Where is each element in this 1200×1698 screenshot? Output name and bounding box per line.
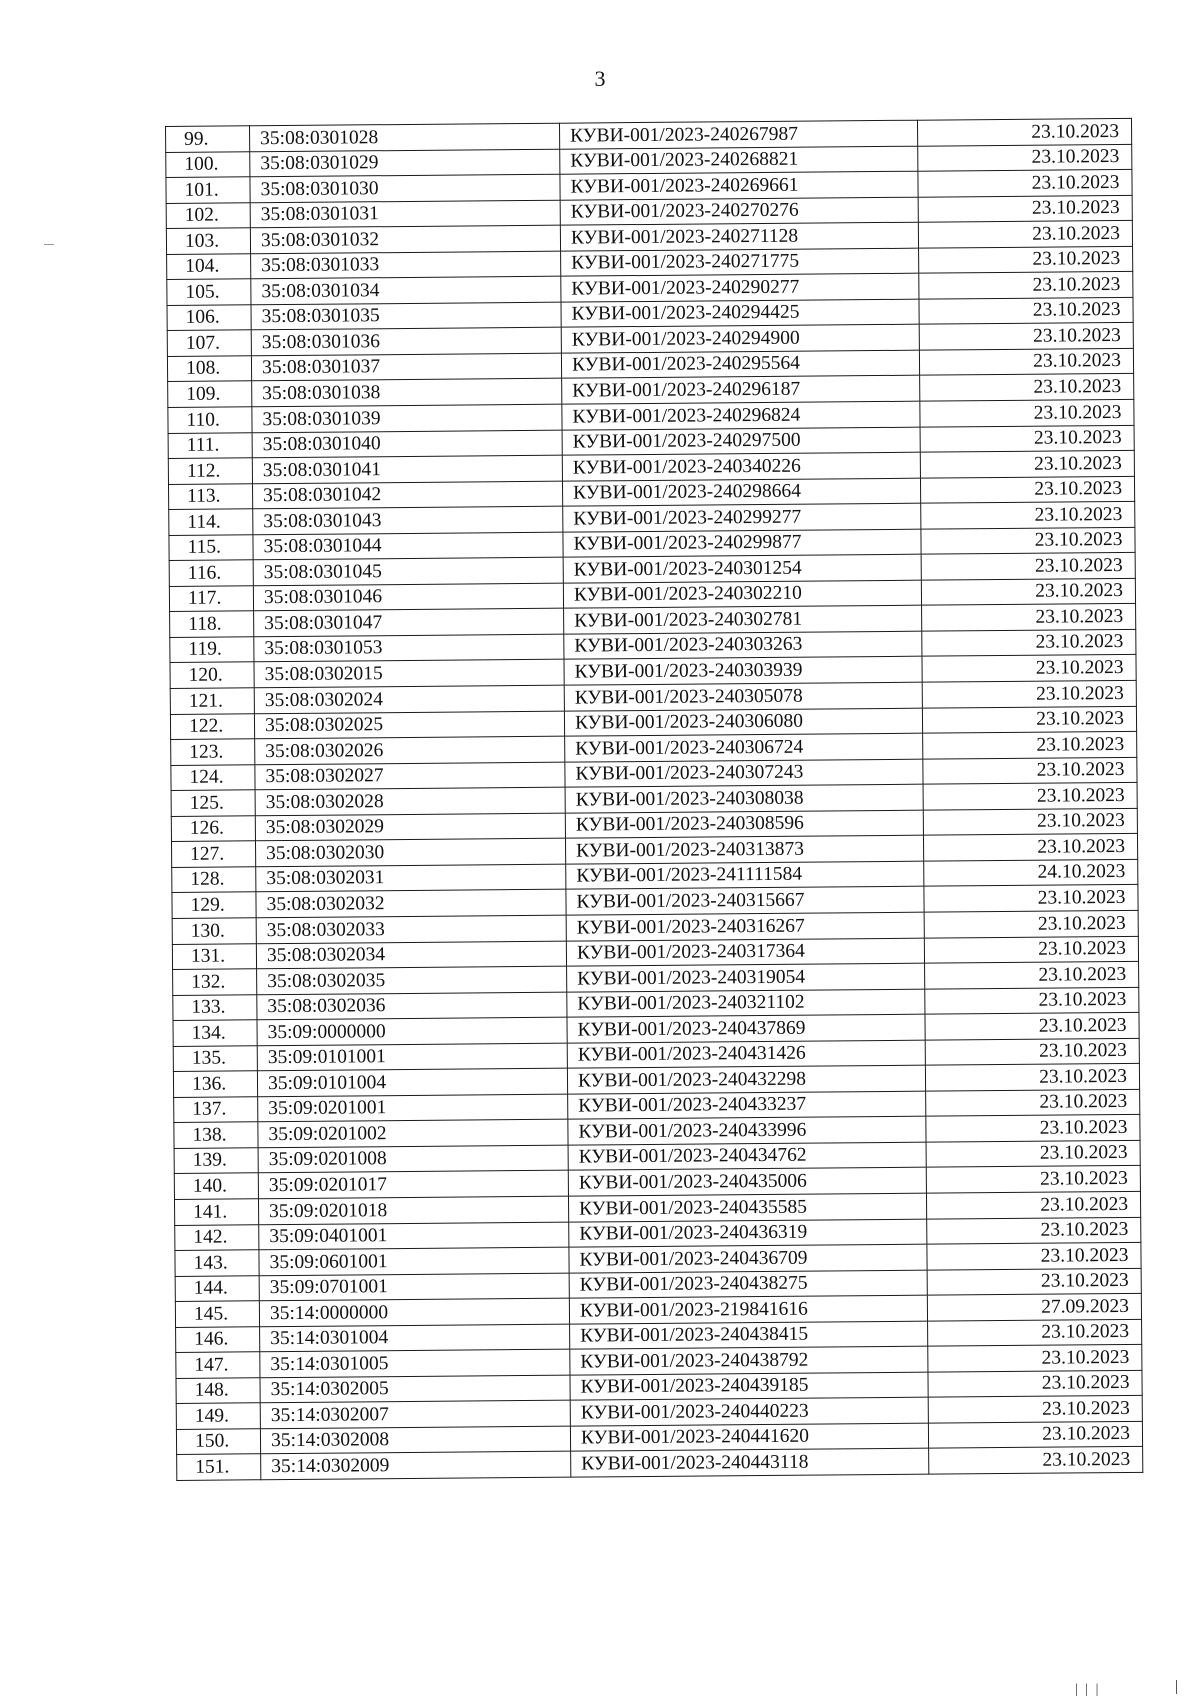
row-number-cell: 99. <box>166 126 250 152</box>
request-number-cell: КУВИ-001/2023-240436709 <box>569 1244 927 1273</box>
request-number-cell: КУВИ-001/2023-219841616 <box>569 1295 927 1324</box>
row-number-cell: 139. <box>174 1148 258 1174</box>
date-cell: 23.10.2023 <box>925 1013 1139 1040</box>
request-number-cell: КУВИ-001/2023-240296824 <box>562 401 920 430</box>
request-number-cell: КУВИ-001/2023-240303939 <box>564 657 922 686</box>
request-number-cell: КУВИ-001/2023-240321102 <box>567 989 925 1018</box>
cadastral-number-cell: 35:08:0301031 <box>250 200 560 228</box>
request-number-cell: КУВИ-001/2023-240439185 <box>570 1372 928 1401</box>
date-cell: 23.10.2023 <box>921 553 1135 580</box>
row-number-cell: 116. <box>169 560 253 586</box>
date-cell: 23.10.2023 <box>920 399 1134 426</box>
cadastral-number-cell: 35:08:0301043 <box>253 506 563 534</box>
row-number-cell: 109. <box>168 381 252 407</box>
request-number-cell: КУВИ-001/2023-240434762 <box>568 1142 926 1171</box>
request-number-cell: КУВИ-001/2023-240267987 <box>559 120 917 149</box>
request-number-cell: КУВИ-001/2023-240436319 <box>569 1219 927 1248</box>
row-number-cell: 126. <box>171 816 255 842</box>
row-number-cell: 141. <box>174 1199 258 1225</box>
row-number-cell: 140. <box>174 1173 258 1199</box>
row-number-cell: 147. <box>176 1352 260 1378</box>
cadastral-number-cell: 35:08:0301035 <box>251 302 561 330</box>
row-number-cell: 114. <box>169 509 253 535</box>
cadastral-number-cell: 35:14:0302005 <box>260 1375 570 1403</box>
row-number-cell: 108. <box>167 356 251 382</box>
date-cell: 23.10.2023 <box>919 348 1133 375</box>
request-number-cell: КУВИ-001/2023-240301254 <box>563 554 921 583</box>
row-number-cell: 111. <box>168 432 252 458</box>
date-cell: 23.10.2023 <box>918 144 1132 171</box>
date-cell: 23.10.2023 <box>929 1447 1143 1474</box>
row-number-cell: 101. <box>166 177 250 203</box>
date-cell: 23.10.2023 <box>919 272 1133 299</box>
date-cell: 23.10.2023 <box>921 578 1135 605</box>
request-number-cell: КУВИ-001/2023-240443118 <box>571 1449 929 1478</box>
date-cell: 23.10.2023 <box>925 961 1139 988</box>
date-cell: 23.10.2023 <box>919 323 1133 350</box>
request-number-cell: КУВИ-001/2023-240308038 <box>565 784 923 813</box>
cadastral-number-cell: 35:08:0302034 <box>256 941 566 969</box>
cadastral-number-cell: 35:14:0302008 <box>260 1426 570 1454</box>
date-cell: 23.10.2023 <box>926 1191 1140 1218</box>
request-number-cell: КУВИ-001/2023-240438415 <box>570 1321 928 1350</box>
row-number-cell: 134. <box>173 1020 257 1046</box>
date-cell: 23.10.2023 <box>922 629 1136 656</box>
date-cell: 23.10.2023 <box>923 783 1137 810</box>
request-number-cell: КУВИ-001/2023-240296187 <box>562 376 920 405</box>
row-number-cell: 115. <box>169 535 253 561</box>
scan-edge-mark <box>1176 1680 1177 1694</box>
request-number-cell: КУВИ-001/2023-240316267 <box>566 912 924 941</box>
cadastral-number-cell: 35:08:0302015 <box>254 660 564 688</box>
request-number-cell: КУВИ-001/2023-240298664 <box>562 478 920 507</box>
request-number-cell: КУВИ-001/2023-240340226 <box>562 452 920 481</box>
date-cell: 23.10.2023 <box>924 885 1138 912</box>
date-cell: 23.10.2023 <box>927 1217 1141 1244</box>
request-number-cell: КУВИ-001/2023-240437869 <box>567 1014 925 1043</box>
cadastral-number-cell: 35:08:0301034 <box>251 276 561 304</box>
cadastral-number-cell: 35:08:0301041 <box>252 455 562 483</box>
date-cell: 23.10.2023 <box>926 1115 1140 1142</box>
cadastral-number-cell: 35:08:0301030 <box>250 174 560 202</box>
row-number-cell: 130. <box>172 918 256 944</box>
date-cell: 23.10.2023 <box>928 1396 1142 1423</box>
cadastral-number-cell: 35:08:0302035 <box>257 966 567 994</box>
request-number-cell: КУВИ-001/2023-240306724 <box>565 733 923 762</box>
cadastral-number-cell: 35:08:0302033 <box>256 915 566 943</box>
cadastral-number-cell: 35:08:0302032 <box>256 890 566 918</box>
row-number-cell: 146. <box>176 1326 260 1352</box>
cadastral-number-cell: 35:09:0101004 <box>257 1068 567 1096</box>
cadastral-number-cell: 35:08:0301040 <box>252 430 562 458</box>
request-number-cell: КУВИ-001/2023-240290277 <box>561 273 919 302</box>
cadastral-number-cell: 35:08:0302030 <box>255 838 565 866</box>
request-number-cell: КУВИ-001/2023-240299277 <box>563 503 921 532</box>
cadastral-number-cell: 35:08:0301042 <box>252 481 562 509</box>
page-number: 3 <box>594 66 606 91</box>
request-number-cell: КУВИ-001/2023-240306080 <box>564 708 922 737</box>
cadastral-number-cell: 35:14:0301004 <box>260 1324 570 1352</box>
cadastral-number-cell: 35:09:0701001 <box>259 1273 569 1301</box>
cadastral-number-cell: 35:08:0301028 <box>250 123 560 151</box>
row-number-cell: 137. <box>174 1097 258 1123</box>
date-cell: 23.10.2023 <box>918 169 1132 196</box>
row-number-cell: 112. <box>168 458 252 484</box>
row-number-cell: 105. <box>167 279 251 305</box>
row-number-cell: 102. <box>166 202 250 228</box>
date-cell: 23.10.2023 <box>917 118 1131 145</box>
date-cell: 23.10.2023 <box>921 527 1135 554</box>
request-number-cell: КУВИ-001/2023-240438275 <box>569 1270 927 1299</box>
row-number-cell: 135. <box>173 1045 257 1071</box>
date-cell: 23.10.2023 <box>927 1242 1141 1269</box>
row-number-cell: 150. <box>176 1429 260 1455</box>
row-number-cell: 106. <box>167 305 251 331</box>
date-cell: 23.10.2023 <box>925 987 1139 1014</box>
cadastral-number-cell: 35:09:0101001 <box>257 1043 567 1071</box>
date-cell: 27.09.2023 <box>927 1294 1141 1321</box>
date-cell: 23.10.2023 <box>920 425 1134 452</box>
date-cell: 23.10.2023 <box>923 732 1137 759</box>
date-cell: 23.10.2023 <box>919 246 1133 273</box>
date-cell: 23.10.2023 <box>920 476 1134 503</box>
cadastral-number-cell: 35:08:0301033 <box>251 251 561 279</box>
date-cell: 23.10.2023 <box>923 757 1137 784</box>
row-number-cell: 117. <box>169 586 253 612</box>
row-number-cell: 138. <box>174 1122 258 1148</box>
cadastral-number-cell: 35:14:0000000 <box>259 1298 569 1326</box>
row-number-cell: 127. <box>171 841 255 867</box>
row-number-cell: 100. <box>166 151 250 177</box>
request-number-cell: КУВИ-001/2023-240271775 <box>561 248 919 277</box>
date-cell: 23.10.2023 <box>928 1319 1142 1346</box>
row-number-cell: 129. <box>172 892 256 918</box>
cadastral-number-cell: 35:09:0201008 <box>258 1145 568 1173</box>
date-cell: 23.10.2023 <box>922 655 1136 682</box>
request-number-cell: КУВИ-001/2023-240435006 <box>568 1168 926 1197</box>
date-cell: 23.10.2023 <box>926 1140 1140 1167</box>
scan-margin-mark <box>44 244 54 245</box>
date-cell: 23.10.2023 <box>921 502 1135 529</box>
row-number-cell: 103. <box>166 228 250 254</box>
date-cell: 23.10.2023 <box>924 936 1138 963</box>
cadastral-number-cell: 35:08:0301032 <box>250 225 560 253</box>
cadastral-number-cell: 35:08:0301053 <box>254 634 564 662</box>
cadastral-number-cell: 35:08:0302024 <box>254 685 564 713</box>
request-number-cell: КУВИ-001/2023-240299877 <box>563 529 921 558</box>
row-number-cell: 148. <box>176 1378 260 1404</box>
date-cell: 23.10.2023 <box>926 1166 1140 1193</box>
request-number-cell: КУВИ-001/2023-240270276 <box>560 197 918 226</box>
row-number-cell: 136. <box>173 1071 257 1097</box>
request-number-cell: КУВИ-001/2023-240294900 <box>561 325 919 354</box>
cadastral-number-cell: 35:08:0301046 <box>253 583 563 611</box>
cadastral-number-cell: 35:08:0301029 <box>250 149 560 177</box>
cadastral-number-cell: 35:08:0302029 <box>255 813 565 841</box>
cadastral-number-cell: 35:08:0302036 <box>257 992 567 1020</box>
row-number-cell: 151. <box>177 1454 261 1480</box>
row-number-cell: 124. <box>171 764 255 790</box>
request-number-cell: КУВИ-001/2023-240269661 <box>560 171 918 200</box>
registry-table <box>165 118 1143 1481</box>
date-cell: 23.10.2023 <box>924 910 1138 937</box>
row-number-cell: 120. <box>170 662 254 688</box>
request-number-cell: КУВИ-001/2023-240303263 <box>564 631 922 660</box>
request-number-cell: КУВИ-001/2023-240315667 <box>566 887 924 916</box>
request-number-cell: КУВИ-001/2023-241111584 <box>566 861 924 890</box>
date-cell: 23.10.2023 <box>928 1345 1142 1372</box>
cadastral-number-cell: 35:08:0301037 <box>251 353 561 381</box>
cadastral-number-cell: 35:09:0201018 <box>258 1196 568 1224</box>
cadastral-number-cell: 35:14:0302007 <box>260 1400 570 1428</box>
date-cell: 24.10.2023 <box>924 859 1138 886</box>
cadastral-number-cell: 35:09:0401001 <box>259 1222 569 1250</box>
request-number-cell: КУВИ-001/2023-240313873 <box>565 835 923 864</box>
row-number-cell: 107. <box>167 330 251 356</box>
scan-footer-marks: | | | <box>1075 1682 1101 1697</box>
cadastral-number-cell: 35:08:0302031 <box>256 864 566 892</box>
cadastral-number-cell: 35:09:0201002 <box>258 1119 568 1147</box>
request-number-cell: КУВИ-001/2023-240319054 <box>567 963 925 992</box>
request-number-cell: КУВИ-001/2023-240435585 <box>568 1193 926 1222</box>
cadastral-number-cell: 35:08:0302028 <box>255 787 565 815</box>
cadastral-number-cell: 35:08:0301044 <box>253 532 563 560</box>
request-number-cell: КУВИ-001/2023-240271128 <box>560 222 918 251</box>
row-number-cell: 145. <box>175 1301 259 1327</box>
request-number-cell: КУВИ-001/2023-240305078 <box>564 682 922 711</box>
request-number-cell: КУВИ-001/2023-240295564 <box>561 350 919 379</box>
cadastral-number-cell: 35:14:0302009 <box>261 1452 571 1480</box>
cadastral-number-cell: 35:08:0301045 <box>253 557 563 585</box>
request-number-cell: КУВИ-001/2023-240307243 <box>565 759 923 788</box>
date-cell: 23.10.2023 <box>923 808 1137 835</box>
registry-table-body <box>166 118 1143 1480</box>
cadastral-number-cell: 35:08:0301039 <box>252 404 562 432</box>
date-cell: 23.10.2023 <box>928 1421 1142 1448</box>
date-cell: 23.10.2023 <box>926 1089 1140 1116</box>
date-cell: 23.10.2023 <box>925 1038 1139 1065</box>
request-number-cell: КУВИ-001/2023-240294425 <box>561 299 919 328</box>
date-cell: 23.10.2023 <box>925 1064 1139 1091</box>
cadastral-number-cell: 35:09:0201001 <box>258 1094 568 1122</box>
request-number-cell: КУВИ-001/2023-240432298 <box>567 1065 925 1094</box>
row-number-cell: 110. <box>168 407 252 433</box>
request-number-cell: КУВИ-001/2023-240440223 <box>570 1397 928 1426</box>
row-number-cell: 125. <box>171 790 255 816</box>
row-number-cell: 122. <box>170 713 254 739</box>
cadastral-number-cell: 35:08:0301036 <box>251 328 561 356</box>
request-number-cell: КУВИ-001/2023-240297500 <box>562 427 920 456</box>
date-cell: 23.10.2023 <box>923 834 1137 861</box>
row-number-cell: 143. <box>175 1250 259 1276</box>
cadastral-number-cell: 35:09:0201017 <box>258 1171 568 1199</box>
date-cell: 23.10.2023 <box>927 1268 1141 1295</box>
date-cell: 23.10.2023 <box>922 604 1136 631</box>
row-number-cell: 104. <box>167 254 251 280</box>
date-cell: 23.10.2023 <box>920 451 1134 478</box>
row-number-cell: 123. <box>171 739 255 765</box>
request-number-cell: КУВИ-001/2023-240302210 <box>563 580 921 609</box>
cadastral-number-cell: 35:08:0302027 <box>255 762 565 790</box>
cadastral-number-cell: 35:09:0000000 <box>257 1017 567 1045</box>
date-cell: 23.10.2023 <box>922 680 1136 707</box>
row-number-cell: 149. <box>176 1403 260 1429</box>
cadastral-number-cell: 35:08:0302025 <box>254 711 564 739</box>
request-number-cell: КУВИ-001/2023-240317364 <box>566 938 924 967</box>
date-cell: 23.10.2023 <box>928 1370 1142 1397</box>
cadastral-number-cell: 35:14:0301005 <box>260 1349 570 1377</box>
request-number-cell: КУВИ-001/2023-240268821 <box>560 146 918 175</box>
cadastral-number-cell: 35:09:0601001 <box>259 1247 569 1275</box>
cadastral-number-cell: 35:08:0301038 <box>252 379 562 407</box>
cadastral-number-cell: 35:08:0302026 <box>255 736 565 764</box>
row-number-cell: 119. <box>170 637 254 663</box>
row-number-cell: 144. <box>175 1275 259 1301</box>
request-number-cell: КУВИ-001/2023-240438792 <box>570 1346 928 1375</box>
row-number-cell: 118. <box>170 611 254 637</box>
date-cell: 23.10.2023 <box>920 374 1134 401</box>
request-number-cell: КУВИ-001/2023-240441620 <box>570 1423 928 1452</box>
cadastral-number-cell: 35:08:0301047 <box>254 609 564 637</box>
request-number-cell: КУВИ-001/2023-240433996 <box>568 1116 926 1145</box>
request-number-cell: КУВИ-001/2023-240433237 <box>568 1091 926 1120</box>
request-number-cell: КУВИ-001/2023-240302781 <box>564 606 922 635</box>
row-number-cell: 121. <box>170 688 254 714</box>
date-cell: 23.10.2023 <box>918 195 1132 222</box>
row-number-cell: 131. <box>172 943 256 969</box>
row-number-cell: 142. <box>175 1224 259 1250</box>
row-number-cell: 133. <box>173 994 257 1020</box>
date-cell: 23.10.2023 <box>922 706 1136 733</box>
request-number-cell: КУВИ-001/2023-240308596 <box>565 810 923 839</box>
row-number-cell: 128. <box>172 867 256 893</box>
date-cell: 23.10.2023 <box>918 221 1132 248</box>
row-number-cell: 113. <box>169 483 253 509</box>
date-cell: 23.10.2023 <box>919 297 1133 324</box>
row-number-cell: 132. <box>173 969 257 995</box>
request-number-cell: КУВИ-001/2023-240431426 <box>567 1040 925 1069</box>
